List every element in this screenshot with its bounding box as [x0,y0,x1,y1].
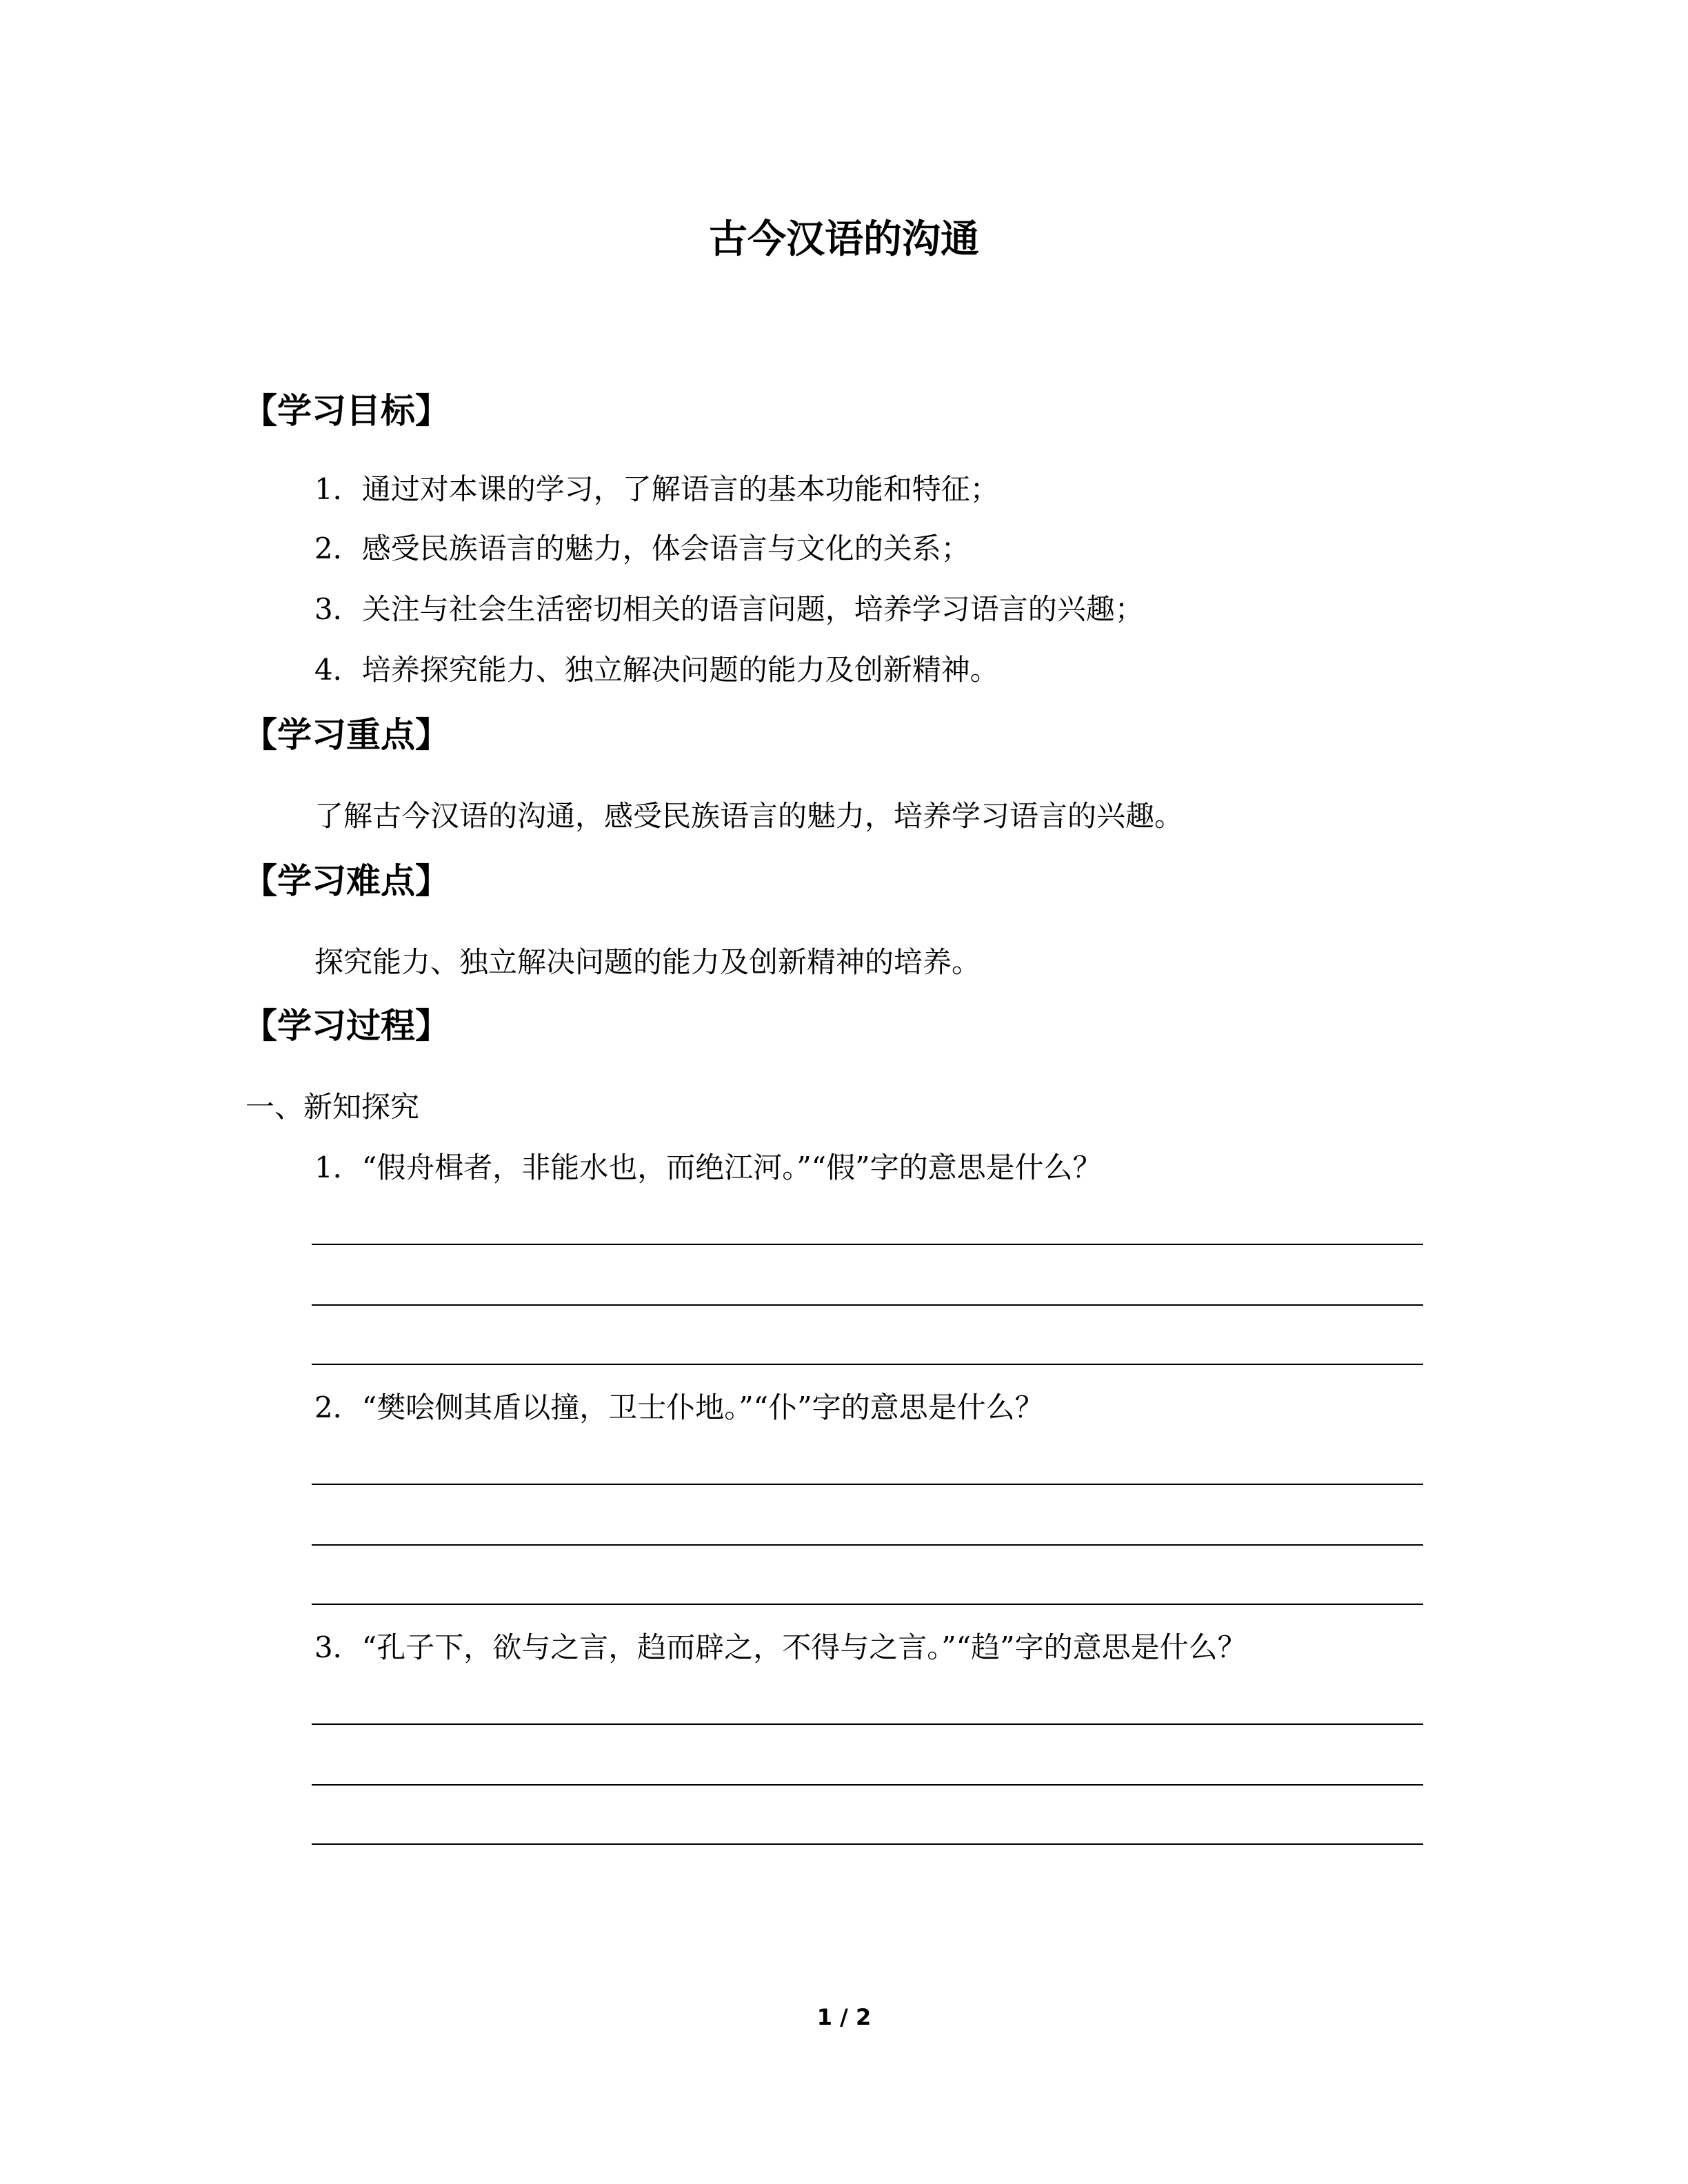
objective-item: 1．通过对本课的学习，了解语言的基本功能和特征； [314,472,999,506]
objectives-heading: 【学习目标】 [243,391,450,431]
answer-line[interactable] [312,1484,1423,1485]
objective-item: 3．关注与社会生活密切相关的语言问题，培养学习语言的兴趣； [314,592,1144,626]
process-heading: 【学习过程】 [243,1006,450,1046]
answer-line[interactable] [312,1244,1423,1245]
question-2: 2．“樊哙侧其盾以撞，卫士仆地。”“仆”字的意思是什么？ [314,1391,1044,1424]
answer-line[interactable] [312,1843,1423,1845]
answer-line[interactable] [312,1304,1423,1306]
answer-line[interactable] [312,1604,1423,1605]
answer-line[interactable] [312,1723,1423,1725]
answer-line[interactable] [312,1784,1423,1786]
part-one-title: 一、新知探究 [245,1090,420,1124]
page-number: 1 / 2 [816,2004,872,2030]
question-1: 1．“假舟楫者，非能水也，而绝江河。”“假”字的意思是什么？ [314,1151,1102,1184]
difficulties-heading: 【学习难点】 [243,861,450,901]
key-points-text: 了解古今汉语的沟通，感受民族语言的魅力，培养学习语言的兴趣。 [314,799,1184,833]
answer-line[interactable] [312,1364,1423,1365]
key-points-heading: 【学习重点】 [243,715,450,755]
question-3: 3．“孔子下，欲与之言，趋而辟之，不得与之言。”“趋”字的意思是什么？ [314,1630,1247,1664]
difficulties-text: 探究能力、独立解决问题的能力及创新精神的培养。 [314,945,981,979]
page-title: 古今汉语的沟通 [709,217,979,262]
answer-line[interactable] [312,1544,1423,1546]
objective-item: 2．感受民族语言的魅力，体会语言与文化的关系； [314,532,970,565]
objective-item: 4．培养探究能力、独立解决问题的能力及创新精神。 [314,653,999,687]
